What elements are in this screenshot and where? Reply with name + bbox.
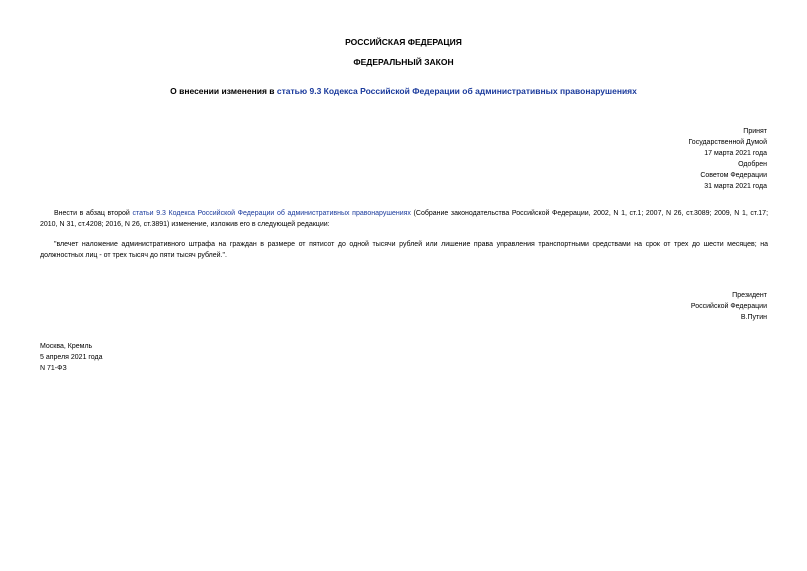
- title-prefix: О внесении изменения в: [170, 86, 277, 96]
- footer-number: N 71-ФЗ: [40, 365, 67, 372]
- title-article-link[interactable]: статью 9.3 Кодекса Российской Федерации об административных правонарушениях: [276, 86, 637, 96]
- p1-prefix: Внести в абзац второй: [54, 210, 133, 217]
- adoption-line-5: Советом Федерации: [700, 172, 767, 179]
- adoption-line-2: Государственной Думой: [688, 139, 767, 146]
- body-paragraph-2: "влечет наложение административного штрафа на граждан в размере от пятисот до одной тысячи рублей или лишение права управления транспортными средствами на срок от трех до шести месяцев; на должностных лиц - от трех тысяч до пяти тысяч рублей.".: [40, 241, 768, 259]
- signature-line-1: Президент: [732, 292, 767, 299]
- signature-block: [691, 290, 767, 323]
- footer-block: [40, 341, 103, 374]
- adoption-line-6: 31 марта 2021 года: [704, 183, 767, 190]
- header-country: РОССИЙСКАЯ ФЕДЕРАЦИЯ: [345, 37, 462, 47]
- signature-line-2: Российской Федерации: [690, 303, 767, 310]
- adoption-block: [688, 126, 767, 192]
- body-paragraph-1: [40, 208, 768, 230]
- adoption-line-4: Одобрен: [738, 161, 767, 168]
- footer-date: 5 апреля 2021 года: [40, 354, 103, 361]
- document-title: [0, 86, 807, 96]
- header-law-type: ФЕДЕРАЛЬНЫЙ ЗАКОН: [353, 57, 454, 67]
- p1-suffix: (Собрание законодательства Российской Федерации, 2002, N 1, ст.1; 2007, N 26, ст.3089; 2009, N 1, ст.17; 2010, N 31, ст.4208; 2016, N 26, ст.3891) изменение, изложив его в следующей редакции:: [40, 210, 769, 228]
- signature-line-3: В.Путин: [740, 314, 767, 321]
- p1-article-link[interactable]: статьи 9.3 Кодекса Российской Федерации об административных правонарушениях: [132, 210, 411, 217]
- adoption-line-1: Принят: [743, 128, 767, 135]
- adoption-line-3: 17 марта 2021 года: [704, 150, 767, 157]
- footer-place: Москва, Кремль: [40, 343, 93, 350]
